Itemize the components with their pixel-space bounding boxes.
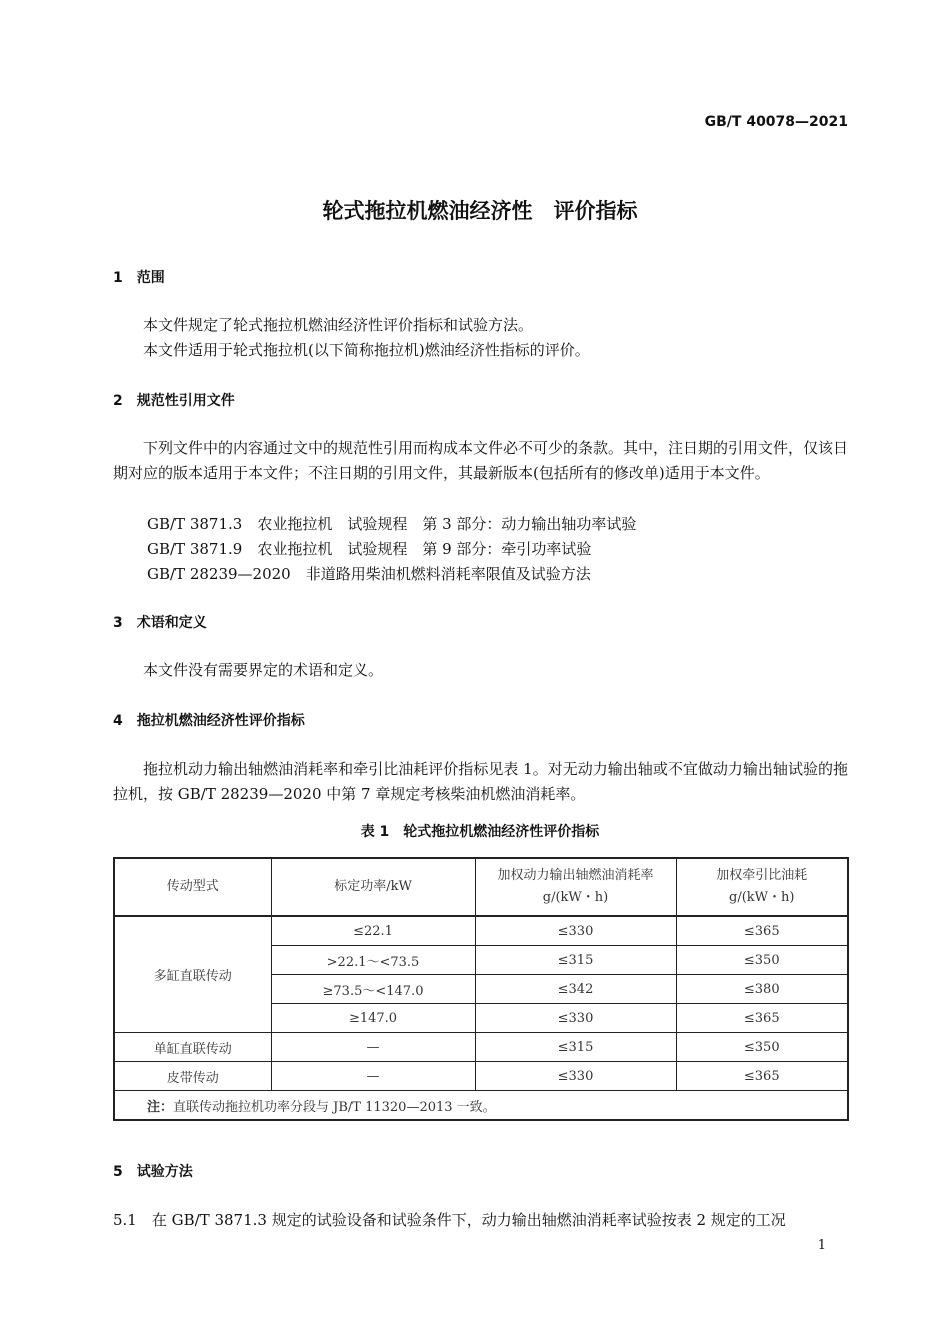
cell: >22.1～<73.5 [271, 946, 475, 975]
header-text: 加权动力输出轴燃油消耗率 [497, 868, 654, 883]
clause-5-1: 5.1 在 GB/T 3871.3 规定的试验设备和试验条件下，动力输出轴燃油消耗率试验按表 2 规定的工况 [113, 1211, 786, 1229]
cell: ≤365 [676, 1004, 848, 1033]
paragraph: 拖拉机动力输出轴燃油消耗率和牵引比油耗评价指标见表 1。对无动力输出轴或不宜做动力输出轴试验的拖拉机，按 GB/T 28239—2020 中第 7 章规定考核柴油机燃油消耗率。 [113, 760, 848, 803]
cell: ≤330 [475, 916, 676, 946]
table-note-row [114, 1091, 848, 1121]
section-3-heading: 3 术语和定义 [113, 615, 207, 631]
cell: — [271, 1033, 475, 1062]
table-row [114, 916, 848, 946]
cell: ≤365 [676, 916, 848, 946]
cell: ≤315 [475, 946, 676, 975]
header-cell [475, 858, 676, 916]
note-label: 注： [147, 1099, 174, 1115]
header-unit: g/(kW・h) [542, 890, 609, 905]
cell: ≤342 [475, 975, 676, 1004]
header-text: 加权牵引比油耗 [716, 868, 808, 883]
header-cell [676, 858, 848, 916]
cell: ≤380 [676, 975, 848, 1004]
section-5-heading: 5 试验方法 [113, 1164, 193, 1180]
header-cell: 传动型式 [114, 858, 271, 916]
group-cell: 单缸直联传动 [114, 1033, 271, 1062]
cell: ≤350 [676, 1033, 848, 1062]
document-title: 轮式拖拉机燃油经济性 评价指标 [322, 199, 638, 223]
table-row [114, 1033, 848, 1062]
cell: ≤365 [676, 1062, 848, 1091]
paragraph: 本文件规定了轮式拖拉机燃油经济性评价指标和试验方法。 [143, 316, 534, 334]
note-text: 直联传动拖拉机功率分段与 JB/T 11320—2013 一致。 [173, 1099, 496, 1115]
doc-code: GB/T 40078—2021 [704, 114, 848, 130]
cell: ≥73.5～<147.0 [271, 975, 475, 1004]
section-2-heading: 2 规范性引用文件 [113, 393, 235, 409]
paragraph: 本文件适用于轮式拖拉机(以下简称拖拉机)燃油经济性指标的评价。 [143, 341, 590, 359]
header-cell: 标定功率/kW [271, 858, 475, 916]
table-note [114, 1091, 848, 1121]
section-4-heading: 4 拖拉机燃油经济性评价指标 [113, 713, 305, 729]
cell: ≤22.1 [271, 916, 475, 946]
reference-item: GB/T 3871.9 农业拖拉机 试验规程 第 9 部分：牵引功率试验 [147, 540, 592, 558]
cell: ≥147.0 [271, 1004, 475, 1033]
cell: — [271, 1062, 475, 1091]
section-1-heading: 1 范围 [113, 270, 165, 286]
table-caption: 表 1 轮式拖拉机燃油经济性评价指标 [360, 824, 600, 840]
cell: ≤315 [475, 1033, 676, 1062]
fuel-economy-table [113, 857, 849, 1121]
page-number: 1 [817, 1238, 826, 1253]
group-cell: 多缸直联传动 [114, 916, 271, 1033]
group-cell: 皮带传动 [114, 1062, 271, 1091]
reference-item: GB/T 3871.3 农业拖拉机 试验规程 第 3 部分：动力输出轴功率试验 [147, 515, 637, 533]
cell: ≤350 [676, 946, 848, 975]
table-row [114, 1062, 848, 1091]
header-unit: g/(kW・h) [729, 890, 795, 905]
paragraph: 本文件没有需要界定的术语和定义。 [143, 661, 384, 679]
reference-item: GB/T 28239—2020 非道路用柴油机燃料消耗率限值及试验方法 [147, 565, 591, 583]
paragraph: 下列文件中的内容通过文中的规范性引用而构成本文件必不可少的条款。其中，注日期的引用文件，仅该日期对应的版本适用于本文件；不注日期的引用文件，其最新版本(包括所有的修改单)适用于本文件。 [113, 439, 849, 482]
cell: ≤330 [475, 1004, 676, 1033]
cell: ≤330 [475, 1062, 676, 1091]
